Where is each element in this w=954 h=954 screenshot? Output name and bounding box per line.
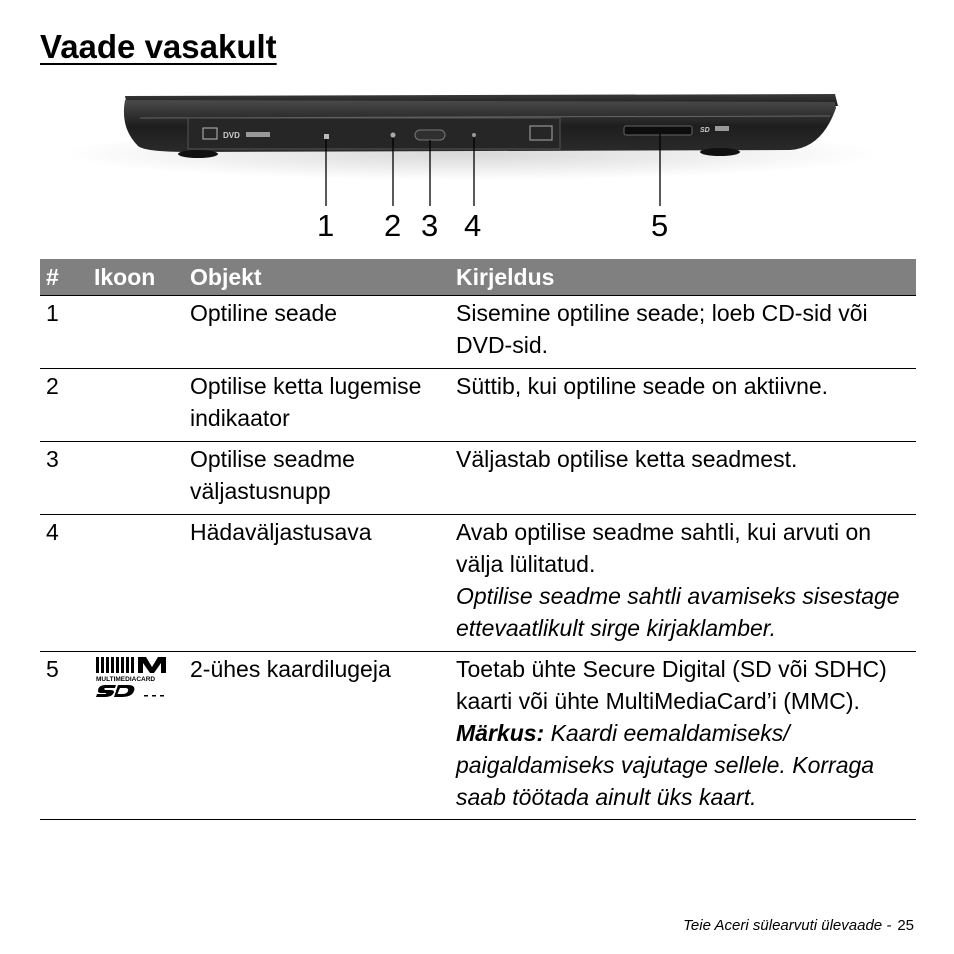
callout-number-2: 2 [384, 208, 402, 243]
note-text: Kaardi eemaldamiseks/ paigaldamiseks vajutage sellele. Korraga saab töötada ainult üks kaart. [456, 720, 875, 810]
row-object: Optilise ketta lugemise indikaator [190, 369, 456, 442]
row-icon [88, 369, 190, 442]
row-description [456, 515, 916, 652]
row-number: 2 [40, 369, 88, 442]
header-icon: Ikoon [88, 259, 190, 296]
row-number: 3 [40, 442, 88, 515]
emergency-eject-hole [472, 133, 476, 137]
laptop-foot-right [700, 148, 740, 156]
footer-text: Teie Aceri sülearvuti ülevaade - [683, 917, 892, 934]
callout-number-3: 3 [421, 208, 439, 243]
page-number: 25 [897, 917, 914, 934]
table-row [40, 442, 916, 515]
header-number: # [40, 259, 88, 296]
table-row [40, 296, 916, 369]
row-description-text: Toetab ühte Secure Digital (SD või SDHC) kaarti või ühte MultiMediaCard’i (MMC). [456, 656, 887, 714]
ports-table [40, 259, 916, 820]
row-number: 5 [40, 652, 88, 820]
sd-mmc-card-icon [96, 657, 170, 697]
row-note: Optilise seadme sahtli avamiseks sisestage ettevaatlikult sirge kirjaklamber. [456, 583, 900, 641]
page-footer [683, 917, 914, 934]
row-description-text: Avab optilise seadme sahtli, kui arvuti on välja lülitatud. [456, 519, 872, 577]
row-icon [88, 515, 190, 652]
row-description [456, 652, 916, 820]
row-number: 4 [40, 515, 88, 652]
table-row [40, 652, 916, 820]
sd-logo-text: SD [700, 127, 710, 134]
sd-icon-caption: MULTIMEDIACARD [96, 676, 156, 683]
row-number: 1 [40, 296, 88, 369]
drive-led-indicator [391, 133, 396, 138]
table-row [40, 515, 916, 652]
row-icon [88, 296, 190, 369]
row-description: Süttib, kui optiline seade on aktiivne. [456, 369, 916, 442]
laptop-foot-left [178, 150, 218, 158]
card-reader-slot [624, 126, 692, 135]
mmc-logo-bar [715, 126, 729, 131]
table-row [40, 369, 916, 442]
row-object: Optilise seadme väljastusnupp [190, 442, 456, 515]
callout-number-4: 4 [464, 208, 482, 243]
row-description: Väljastab optilise ketta seadmest. [456, 442, 916, 515]
row-object: Hädaväljastusava [190, 515, 456, 652]
optical-drive-panel [188, 118, 560, 149]
row-icon [88, 442, 190, 515]
note-label: Märkus: [456, 720, 545, 746]
row-icon [88, 652, 190, 820]
row-object: 2-ühes kaardilugeja [190, 652, 456, 820]
page-title: Vaade vasakult [40, 28, 277, 65]
callout-number-1: 1 [317, 208, 335, 243]
dvd-logo-bar [246, 132, 270, 137]
callout-number-5: 5 [651, 208, 669, 243]
optical-drive-marker [324, 134, 329, 139]
row-note [456, 717, 916, 813]
row-object: Optiline seade [190, 296, 456, 369]
row-description: Sisemine optiline seade; loeb CD-sid või DVD-sid. [456, 296, 916, 369]
header-description: Kirjeldus [456, 259, 916, 296]
header-object: Objekt [190, 259, 456, 296]
eject-button-shape [415, 130, 445, 140]
dvd-logo-text: DVD [223, 131, 240, 140]
table-header-row [40, 259, 916, 296]
